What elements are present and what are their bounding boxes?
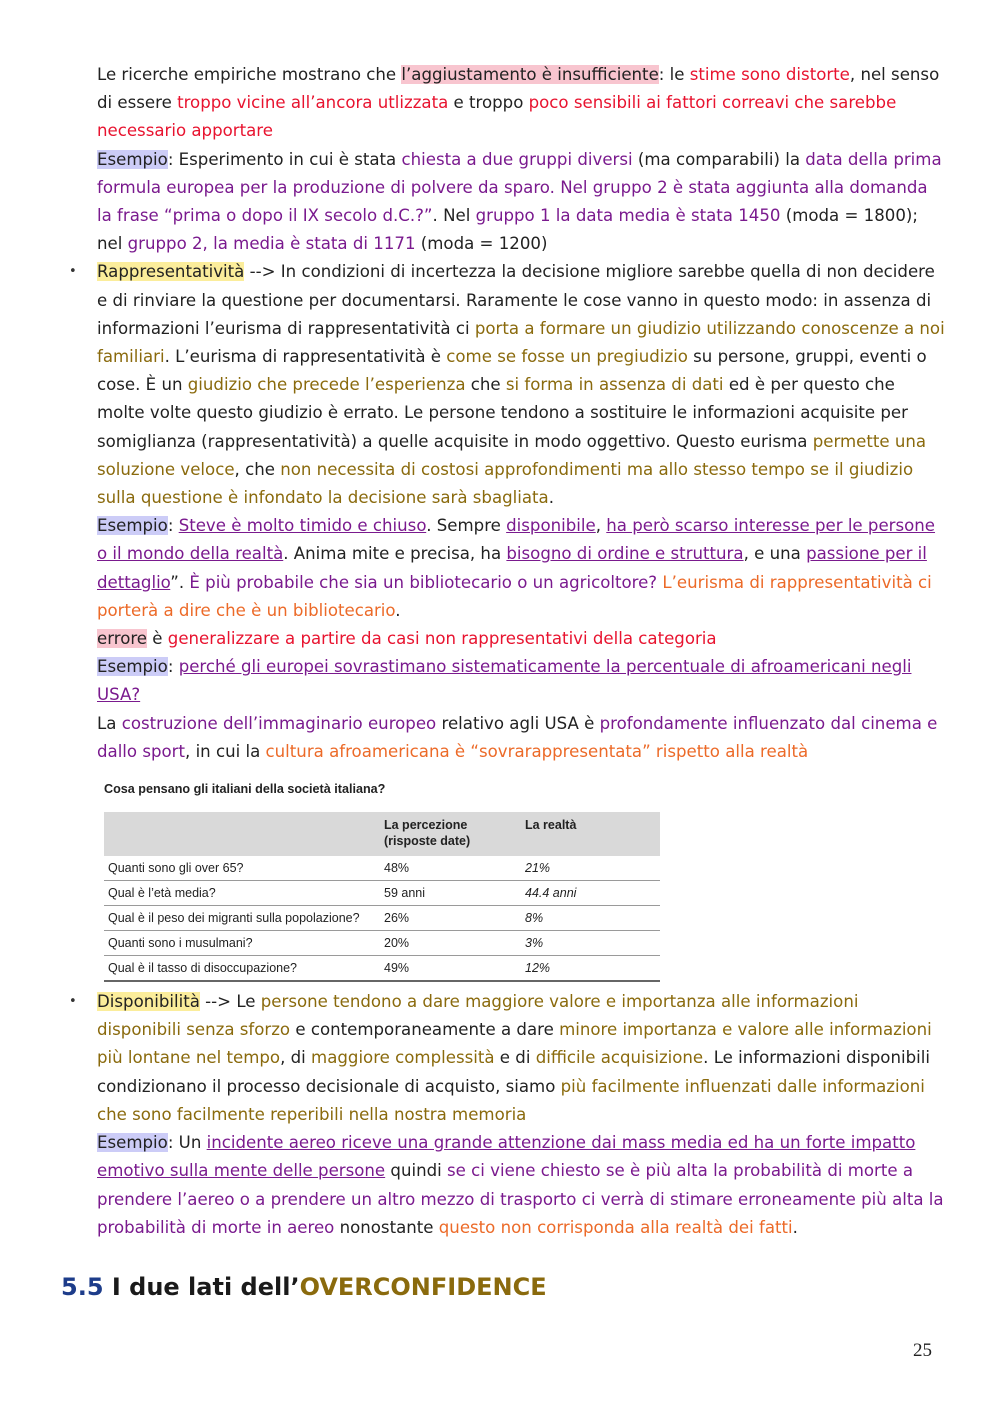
underlined-text: passione per il dettaglio [97,544,927,592]
text: (ma comparabili) la [632,149,806,169]
example-usa [97,653,947,709]
colored-text: permette una soluzione veloce [97,431,927,479]
text: . L’eurisma di rappresentatività è [164,347,447,367]
colored-text: L’eurisma di rappresentatività ci porterà a dire che è un bibliotecario [97,572,932,620]
text: , di [280,1048,312,1068]
example-gunpowder [97,146,947,259]
colored-text: maggiore complessità [311,1048,495,1068]
text: : le [658,65,690,84]
section-number: 5.5 [61,1273,104,1301]
table-row [104,881,660,906]
table-cell: 26% [380,906,521,931]
text: , e una [743,544,807,564]
table-cell: 8% [521,906,660,931]
colored-text: se ci viene chiesto se è più alta la probabilità di morte a prendere l’aereo o a prendere un altro mezzo di trasporto ci verrà di stimare erroneamente più alta la probabilità di morte in aereo [97,1161,944,1237]
table-cell: Qual è il tasso di disoccupazione? [104,956,380,982]
colored-text: minore importanza e valore alle informazioni più lontane nel tempo [97,1020,932,1068]
table-row [104,906,660,931]
text: e di [494,1048,536,1068]
colored-text: chiesta a due gruppi diversi [401,149,633,169]
table-cell: 20% [380,931,521,956]
text: : Un [167,1133,207,1153]
example-label: Esempio [97,1133,168,1153]
text: nonostante [334,1217,439,1237]
text: relativo agli USA è [436,713,600,733]
term-label: Rappresentatività [97,262,245,282]
text: su persone, gruppi, eventi o cose. È un [97,347,927,395]
example-label: Esempio [97,149,168,169]
bullet-disponibilita [97,988,947,1129]
text: quindi [385,1161,448,1181]
colored-text: giudizio che precede l’esperienza [187,375,466,395]
text: . [548,488,554,508]
text: : [167,516,179,536]
underlined-text: ha però scarso interesse per le persone o il mondo della realtà [97,516,936,564]
perception-table-figure [104,780,660,982]
section-title-emphasis: OVERCONFIDENCE [299,1273,547,1301]
example-steve [97,512,947,625]
text: è [147,629,168,649]
table-cell: Quanti sono i musulmani? [104,931,380,956]
section-heading [61,1270,547,1304]
underlined-text: Steve è molto timido e chiuso [178,516,427,536]
table-header-row [104,812,660,856]
text: --> In condizioni di incertezza la decisione migliore sarebbe quella di non decidere e di rinviare la questione per documentarsi. Raramente le cose vanno in questo modo: in assenza di informazioni l’eurisma di rappresentatività ci [97,262,935,338]
text: . [395,600,401,620]
table-cell: 21% [521,856,660,881]
text: , in cui la [185,741,266,761]
table-row [104,931,660,956]
error-label: errore [97,629,148,649]
table-cell: 12% [521,956,660,982]
text: ”. [170,572,190,592]
colored-text: non necessita di costosi approfondimenti ma allo stesso tempo se il giudizio sulla questione è infondato la decisione sarà sbagliata [97,459,914,508]
colored-text: cultura afroamericana è “sovrarappresentata” rispetto alla realtà [265,741,809,761]
colored-text: È più probabile che sia un bibliotecario o un agricoltore? [189,572,658,592]
table-cell: Qual è il peso dei migranti sulla popolazione? [104,906,380,931]
text: Le ricerche empiriche mostrano che [97,65,402,84]
colored-text: generalizzare a partire da casi non rappresentativi della categoria [167,629,717,649]
text: ed è per questo che molte volte questo giudizio è errato. Le persone tendono a sostituire le informazioni acquisite per somiglianza (rappresentatività) a quelle acquisite in modo oggettivo. Questo eurisma [97,375,908,451]
colored-text: porta a formare un giudizio utilizzando conoscenze a noi familiari [97,318,945,367]
colored-text: gruppo 2, la media è stata di 1171 [127,234,416,254]
table-row [104,956,660,982]
colored-text: data della prima formula europea per la produzione di polvere da sparo. Nel gruppo 2 è stata aggiunta alla domanda la frase “prima o dopo il IX secolo d.C.?” [97,149,942,226]
table-cell: 44.4 anni [521,881,660,906]
text: (moda = 1800); nel [97,206,918,254]
table-header [104,812,380,856]
underlined-text: incidente aereo riceve una grande attenzione dai mass media ed ha un forte impatto emotivo sulla mente delle persone [97,1133,916,1181]
text: . [792,1217,798,1237]
colored-text: difficile acquisizione [535,1048,704,1068]
table-header: La percezione (risposte date) [380,812,521,856]
perception-table [104,812,660,982]
table-cell: Quanti sono gli over 65? [104,856,380,881]
table-cell: 59 anni [380,881,521,906]
colored-text: persone tendono a dare maggiore valore e importanza alle informazioni disponibili senza sforzo [97,992,859,1040]
page-number: 25 [913,1340,932,1361]
colored-text: stime sono distorte [689,65,850,84]
colored-text: questo non corrisponda alla realtà dei fatti [438,1217,793,1237]
text: . Anima mite e precisa, ha [283,544,507,564]
page-content [97,61,947,1242]
paragraph-anchoring-result [97,61,947,146]
colored-text: costruzione dell’immaginario europeo [121,713,437,733]
section-title: I due lati dell’ [103,1273,300,1301]
table-cell: 49% [380,956,521,982]
text: : Esperimento in cui è stata [167,149,402,169]
table-header: La realtà [521,812,660,856]
text: . Nel [432,206,476,226]
error-line [97,625,947,653]
text: . Sempre [426,516,507,536]
text: e troppo [448,93,529,113]
colored-text: più facilmente influenzati dalle informazioni che sono facilmente reperibili nella nostra memoria [97,1076,925,1124]
bullet-rappresentativita [97,258,947,512]
colored-text: gruppo 1 la data media è stata 1450 [475,206,781,226]
table-cell: Qual è l’età media? [104,881,380,906]
text: (moda = 1200) [415,234,548,254]
example-label: Esempio [97,516,168,536]
text: : [167,657,179,677]
paragraph-usa-imaginary [97,710,947,766]
text: , nel senso di essere [97,65,940,113]
text: --> Le [199,992,261,1012]
colored-text: profondamente influenzato dal cinema e dallo sport [97,713,938,761]
text: La [97,713,122,733]
text: . Le informazioni disponibili condizionano il processo decisionale di acquisto, siamo [97,1048,930,1096]
underlined-text: bisogno di ordine e struttura [506,544,744,564]
example-plane-crash [97,1129,947,1242]
table-cell: 48% [380,856,521,881]
underlined-text: disponibile [506,516,596,536]
term-label: Disponibilità [97,992,200,1012]
highlight-insufficient-adjustment: l’aggiustamento è insufficiente [401,65,659,84]
colored-text: poco sensibili ai fattori correavi che sarebbe necessario apportare [97,93,897,141]
colored-text: come se fosse un pregiudizio [446,347,688,367]
text: e contemporaneamente a dare [290,1020,560,1040]
text: che [465,375,506,395]
example-label: Esempio [97,657,168,677]
colored-text: troppo vicine all’ancora utlizzata [177,93,449,113]
table-title: Cosa pensano gli italiani della società italiana? [104,782,386,797]
text: , [595,516,607,536]
colored-text: si forma in assenza di dati [505,375,724,395]
underlined-text: perché gli europei sovrastimano sistematicamente la percentuale di afroamericani negli USA? [97,657,912,705]
table-cell: 3% [521,931,660,956]
table-row [104,856,660,881]
text: , che [234,459,281,479]
